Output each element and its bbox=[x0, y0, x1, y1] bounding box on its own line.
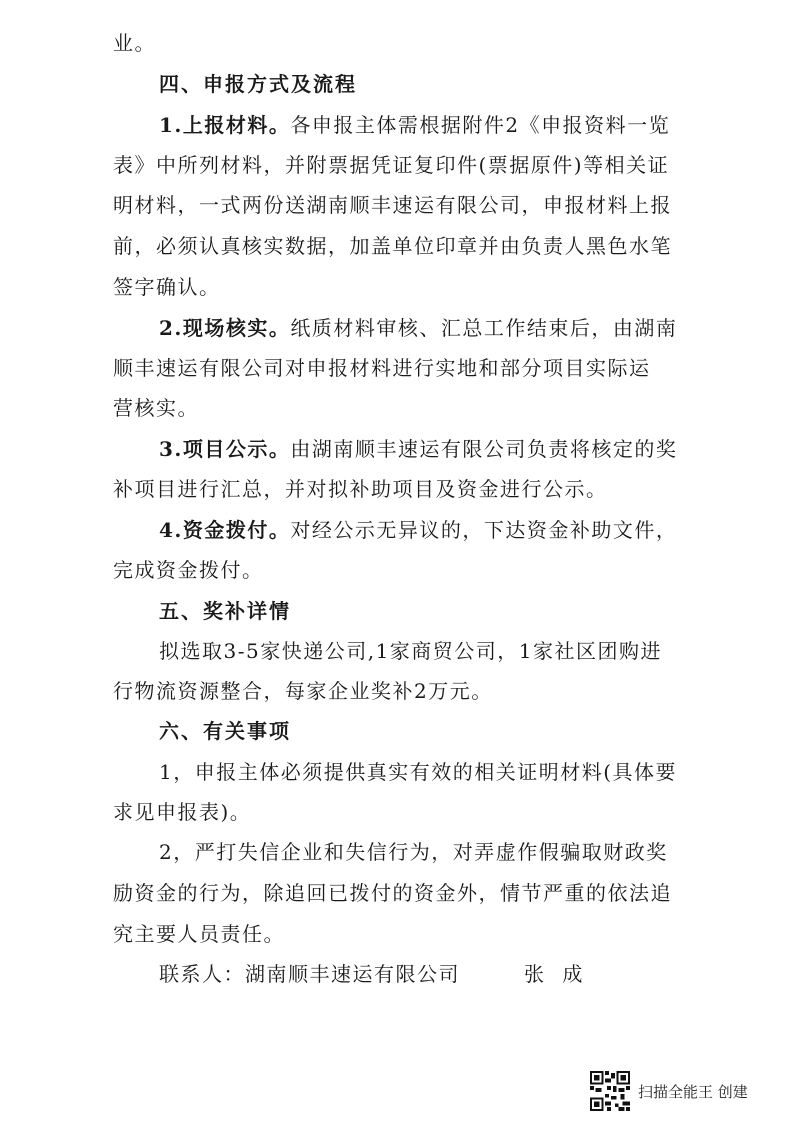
text-line: 行物流资源整合，每家企业奖补2万元。 bbox=[113, 679, 493, 703]
text-line: 表》中所列材料，并附票据凭证复印件(票据原件)等相关证 bbox=[113, 153, 670, 177]
text-line: 4.资金拨付。对经公示无异议的，下达资金补助文件， bbox=[159, 518, 678, 542]
text-line: 补项目进行汇总，并对拟补助项目及资金进行公示。 bbox=[113, 477, 608, 501]
text-line: 1.上报材料。各申报主体需根据附件2《申报资料一览 bbox=[159, 113, 671, 137]
scanner-watermark-text: 扫描全能王 创建 bbox=[638, 1082, 748, 1101]
text-line: 业。 bbox=[113, 31, 156, 55]
text-line: 顺丰速运有限公司对申报材料进行实地和部分项目实际运 bbox=[113, 356, 651, 380]
text-line: 拟选取3-5家快递公司,1家商贸公司，1家社区团购进 bbox=[159, 639, 663, 663]
text-line: 究主要人员责任。 bbox=[113, 922, 285, 946]
section-heading-4: 四、申报方式及流程 bbox=[159, 72, 357, 96]
text-line: 1，申报主体必须提供真实有效的相关证明材料(具体要 bbox=[159, 760, 678, 784]
text-line: 明材料，一式两份送湖南顺丰速运有限公司，申报材料上报 bbox=[113, 193, 672, 217]
qr-code-icon bbox=[590, 1071, 630, 1111]
item-label: 1.上报材料。 bbox=[159, 113, 291, 137]
item-label: 3.项目公示。 bbox=[159, 437, 291, 461]
text-line: 2，严打失信企业和失信行为，对弄虚作假骗取财政奖 bbox=[159, 840, 668, 864]
contact-name: 张 成 bbox=[524, 962, 589, 986]
text-line: 2.现场核实。纸质材料审核、汇总工作结束后，由湖南 bbox=[159, 316, 678, 340]
item-label: 2.现场核实。 bbox=[159, 316, 291, 340]
scanner-watermark bbox=[590, 1070, 780, 1112]
section-heading-5: 五、奖补详情 bbox=[159, 599, 291, 623]
text-line: 营核实。 bbox=[113, 396, 199, 420]
item-label: 4.资金拨付。 bbox=[159, 518, 291, 542]
text-line: 求见申报表)。 bbox=[113, 800, 252, 824]
text-line: 前，必须认真核实数据，加盖单位印章并由负责人黑色水笔 bbox=[113, 234, 672, 258]
text-line: 签字确认。 bbox=[113, 275, 221, 299]
contact-label: 联系人：湖南顺丰速运有限公司 bbox=[159, 962, 460, 986]
text-line: 完成资金拨付。 bbox=[113, 558, 264, 582]
section-heading-6: 六、有关事项 bbox=[159, 719, 291, 743]
text-line: 3.项目公示。由湖南顺丰速运有限公司负责将核定的奖 bbox=[159, 437, 678, 461]
text-line: 励资金的行为，除追回已拨付的资金外，情节严重的依法追 bbox=[113, 881, 672, 905]
